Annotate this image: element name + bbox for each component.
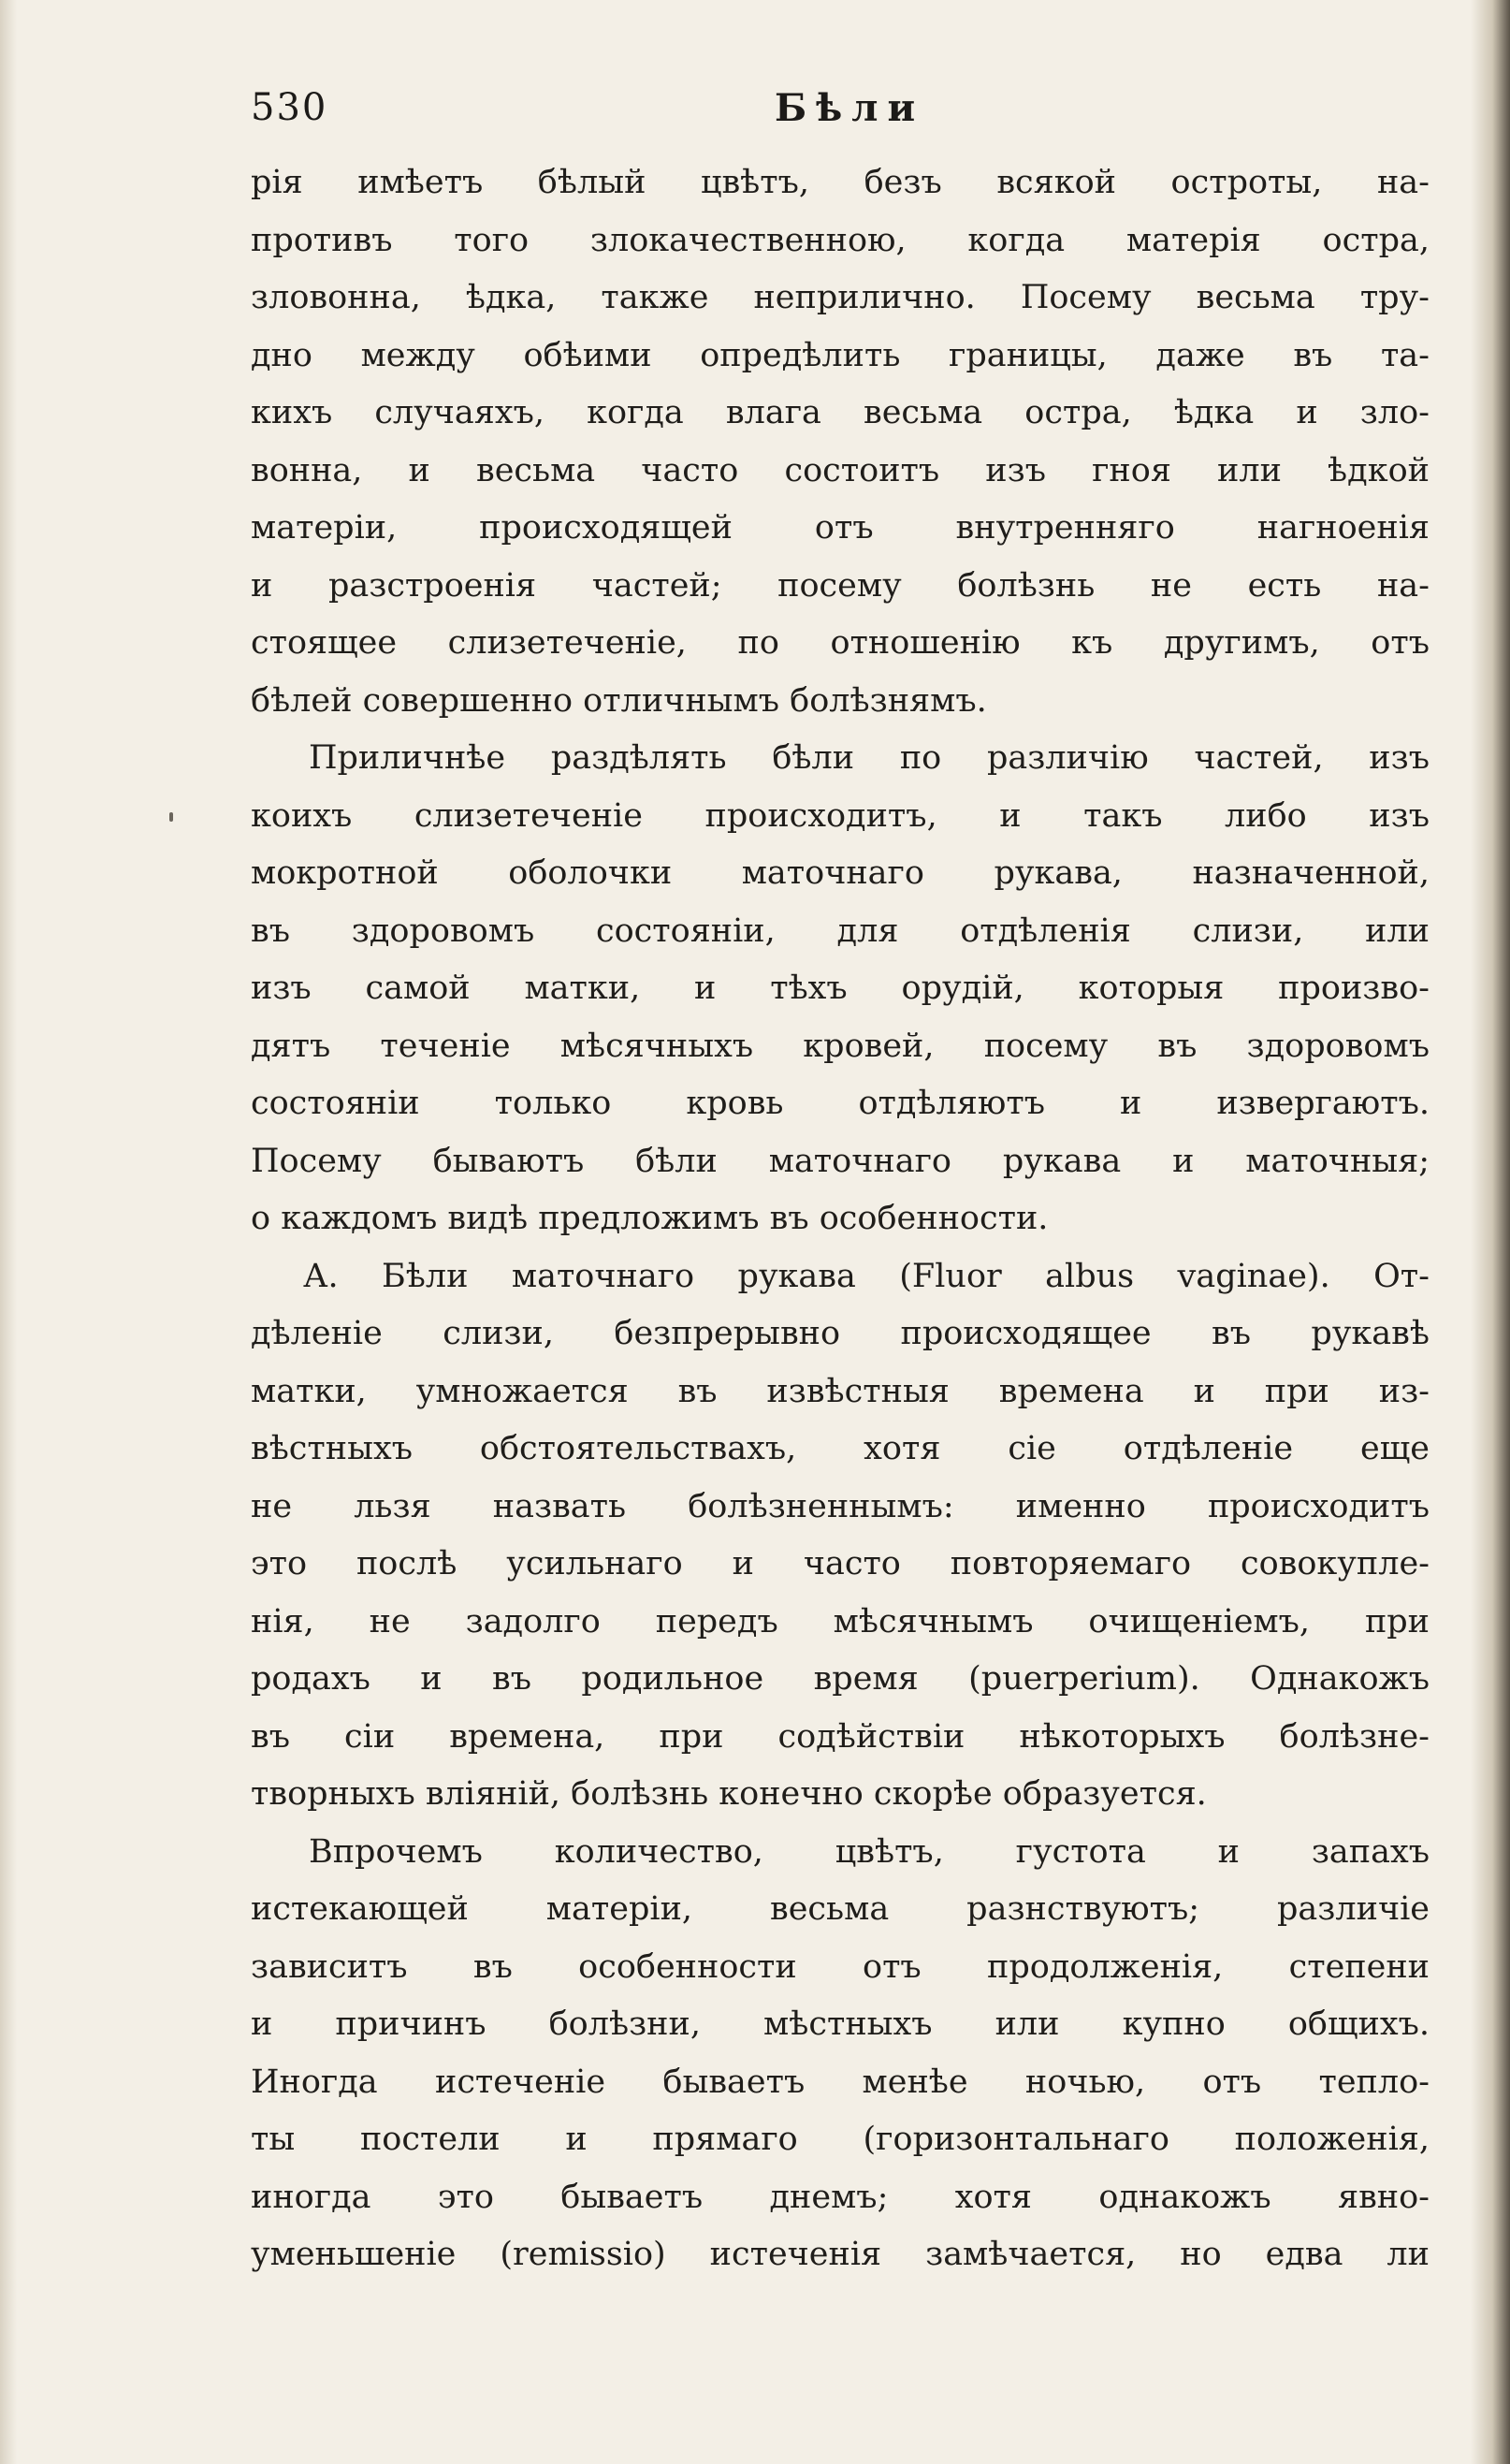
text-line: это послѣ усильнаго и часто повторяемаго совокупле- (251, 1545, 1430, 1582)
running-head-word: Бѣли (775, 86, 925, 130)
margin-mark (169, 812, 173, 822)
text-line: родахъ и въ родильное время (puerperium). Однакожъ (251, 1660, 1430, 1698)
running-head (251, 86, 1430, 142)
text-line: истекающей матеріи, весьма разнствуютъ; различіе (251, 1890, 1430, 1928)
page-spine-shadow (1471, 0, 1510, 2464)
text-line: вѣстныхъ обстоятельствахъ, хотя сіе отдѣленіе еще (251, 1430, 1430, 1467)
text-line: о каждомъ видѣ предложимъ въ особенности. (251, 1200, 1049, 1237)
text-line: творныхъ вліяній, болѣзнь конечно скорѣе образуется. (251, 1775, 1207, 1813)
text-line: изъ самой матки, и тѣхъ орудій, которыя произво- (251, 970, 1430, 1007)
body-text (251, 154, 1430, 2284)
text-line: Впрочемъ количество, цвѣтъ, густота и запахъ (309, 1832, 1430, 1871)
page-left-edge (0, 0, 17, 2464)
text-line: иногда это бываетъ днемъ; хотя однакожъ явно- (251, 2178, 1430, 2216)
text-line: коихъ слизетеченіе происходитъ, и такъ либо изъ (251, 796, 1430, 835)
text-line: нія, не задолго передъ мѣсячнымъ очищеніемъ, при (251, 1602, 1430, 1640)
text-line: мокротной оболочки маточнаго рукава, назначенной, (251, 854, 1430, 892)
text-line: матеріи, происходящей отъ внутренняго нагноенія (251, 509, 1430, 547)
text-line: не льзя назвать болѣзненнымъ: именно происходитъ (251, 1487, 1430, 1525)
text-line: Посему бываютъ бѣли маточнаго рукава и маточныя; (251, 1142, 1430, 1180)
text-line: и разстроенія частей; посему болѣзнь не есть на- (251, 566, 1430, 605)
text-line: состояніи только кровь отдѣляютъ и извергаютъ. (251, 1085, 1430, 1122)
text-line: дѣленіе слизи, безпрерывно происходящее въ рукавѣ (251, 1315, 1430, 1352)
text-line: уменьшеніе (remissio) истеченія замѣчается, но едва ли (251, 2236, 1430, 2273)
text-line: вонна, и весьма часто состоитъ изъ гноя или ѣдкой (251, 451, 1430, 489)
text-line: Иногда истеченіе бываетъ менѣе ночью, отъ тепло- (251, 2063, 1430, 2101)
text-line: Приличнѣе раздѣлять бѣли по различію частей, изъ (309, 739, 1430, 777)
text-line: бѣлей совершенно отличнымъ болѣзнямъ. (251, 681, 987, 720)
text-line: матки, умножается въ извѣстныя времена и при из- (251, 1372, 1430, 1410)
text-line: А. Бѣли маточнаго рукава (Fluor albus vaginae). От- (303, 1257, 1430, 1295)
text-line: ты постели и прямаго (горизонтальнаго положенія, (251, 2121, 1430, 2158)
text-line: въ здоровомъ состояніи, для отдѣленія слизи, или (251, 911, 1430, 950)
text-line: рія имѣетъ бѣлый цвѣтъ, безъ всякой остроты, на- (251, 164, 1430, 201)
text-line: кихъ случаяхъ, когда влага весьма остра, ѣдка и зло- (251, 394, 1430, 431)
text-line: зловонна, ѣдка, также неприлично. Посему весьма тру- (251, 279, 1430, 316)
page-number: 530 (251, 86, 328, 129)
text-line: зависитъ въ особенности отъ продолженія, степени (251, 1947, 1430, 1986)
text-line: стоящее слизетеченіе, по отношенію къ другимъ, отъ (251, 624, 1430, 662)
text-line: и причинъ болѣзни, мѣстныхъ или купно общихъ. (251, 2005, 1430, 2043)
text-line: дно между обѣими опредѣлить границы, даже въ та- (251, 336, 1430, 374)
text-line: дятъ теченіе мѣсячныхъ кровей, посему въ здоровомъ (251, 1027, 1430, 1065)
text-line: противъ того злокачественною, когда матерія остра, (251, 221, 1430, 259)
text-line: въ сіи времена, при содѣйствіи нѣкоторыхъ болѣзне- (251, 1717, 1430, 1756)
